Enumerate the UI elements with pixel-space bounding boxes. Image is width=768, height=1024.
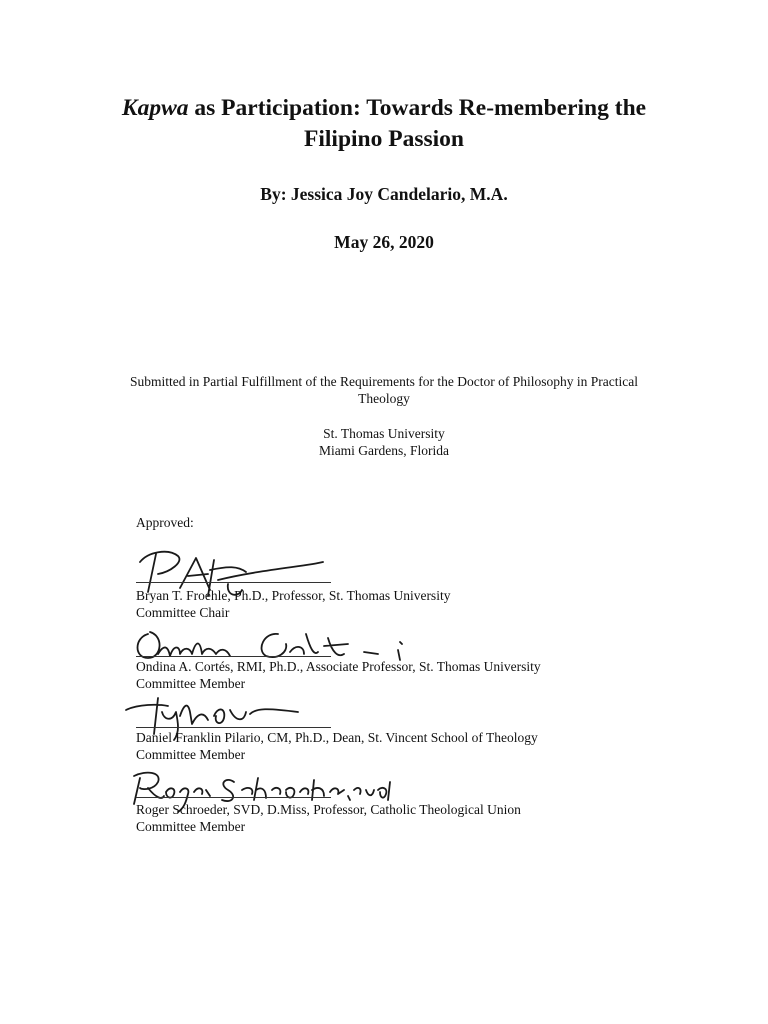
submission-line-2: Theology	[358, 391, 410, 406]
member-2-role: Committee Member	[136, 676, 246, 691]
member-1-name: Bryan T. Froehle, Ph.D., Professor, St. Thomas University	[136, 588, 451, 603]
member-3-role: Committee Member	[136, 747, 246, 762]
title-italic-word: Kapwa	[121, 95, 189, 121]
title-line-1	[100, 93, 668, 124]
committee-member-3	[136, 729, 538, 763]
member-3-name: Daniel Franklin Pilario, CM, Ph.D., Dean, St. Vincent School of Theology	[136, 730, 538, 745]
institution-block	[0, 425, 768, 459]
title-line-2: Filipino Passion	[304, 126, 464, 152]
institution-location: Miami Gardens, Florida	[318, 443, 450, 458]
signature-line-3	[136, 727, 331, 728]
member-4-role: Committee Member	[136, 819, 246, 834]
signature-line-4	[136, 797, 331, 798]
submission-statement	[110, 373, 658, 407]
institution-name: St. Thomas University	[323, 426, 445, 441]
committee-member-4	[136, 801, 521, 835]
submission-line-1: Submitted in Partial Fulfillment of the Requirements for the Doctor of Philosophy in Practical	[129, 374, 639, 389]
member-4-name: Roger Schroeder, SVD, D.Miss, Professor, Catholic Theological Union	[136, 802, 521, 817]
document-title	[100, 93, 668, 155]
document-date: May 26, 2020	[334, 232, 434, 252]
member-1-role: Committee Chair	[136, 605, 230, 620]
member-2-name: Ondina A. Cortés, RMI, Ph.D., Associate Professor, St. Thomas University	[136, 659, 541, 674]
approved-label: Approved:	[136, 515, 194, 530]
title-line-1-rest: as Participation: Towards Re-membering the	[188, 95, 647, 121]
signature-line-1	[136, 582, 331, 583]
signature-line-2	[136, 656, 331, 657]
author-byline: By: Jessica Joy Candelario, M.A.	[260, 184, 508, 204]
